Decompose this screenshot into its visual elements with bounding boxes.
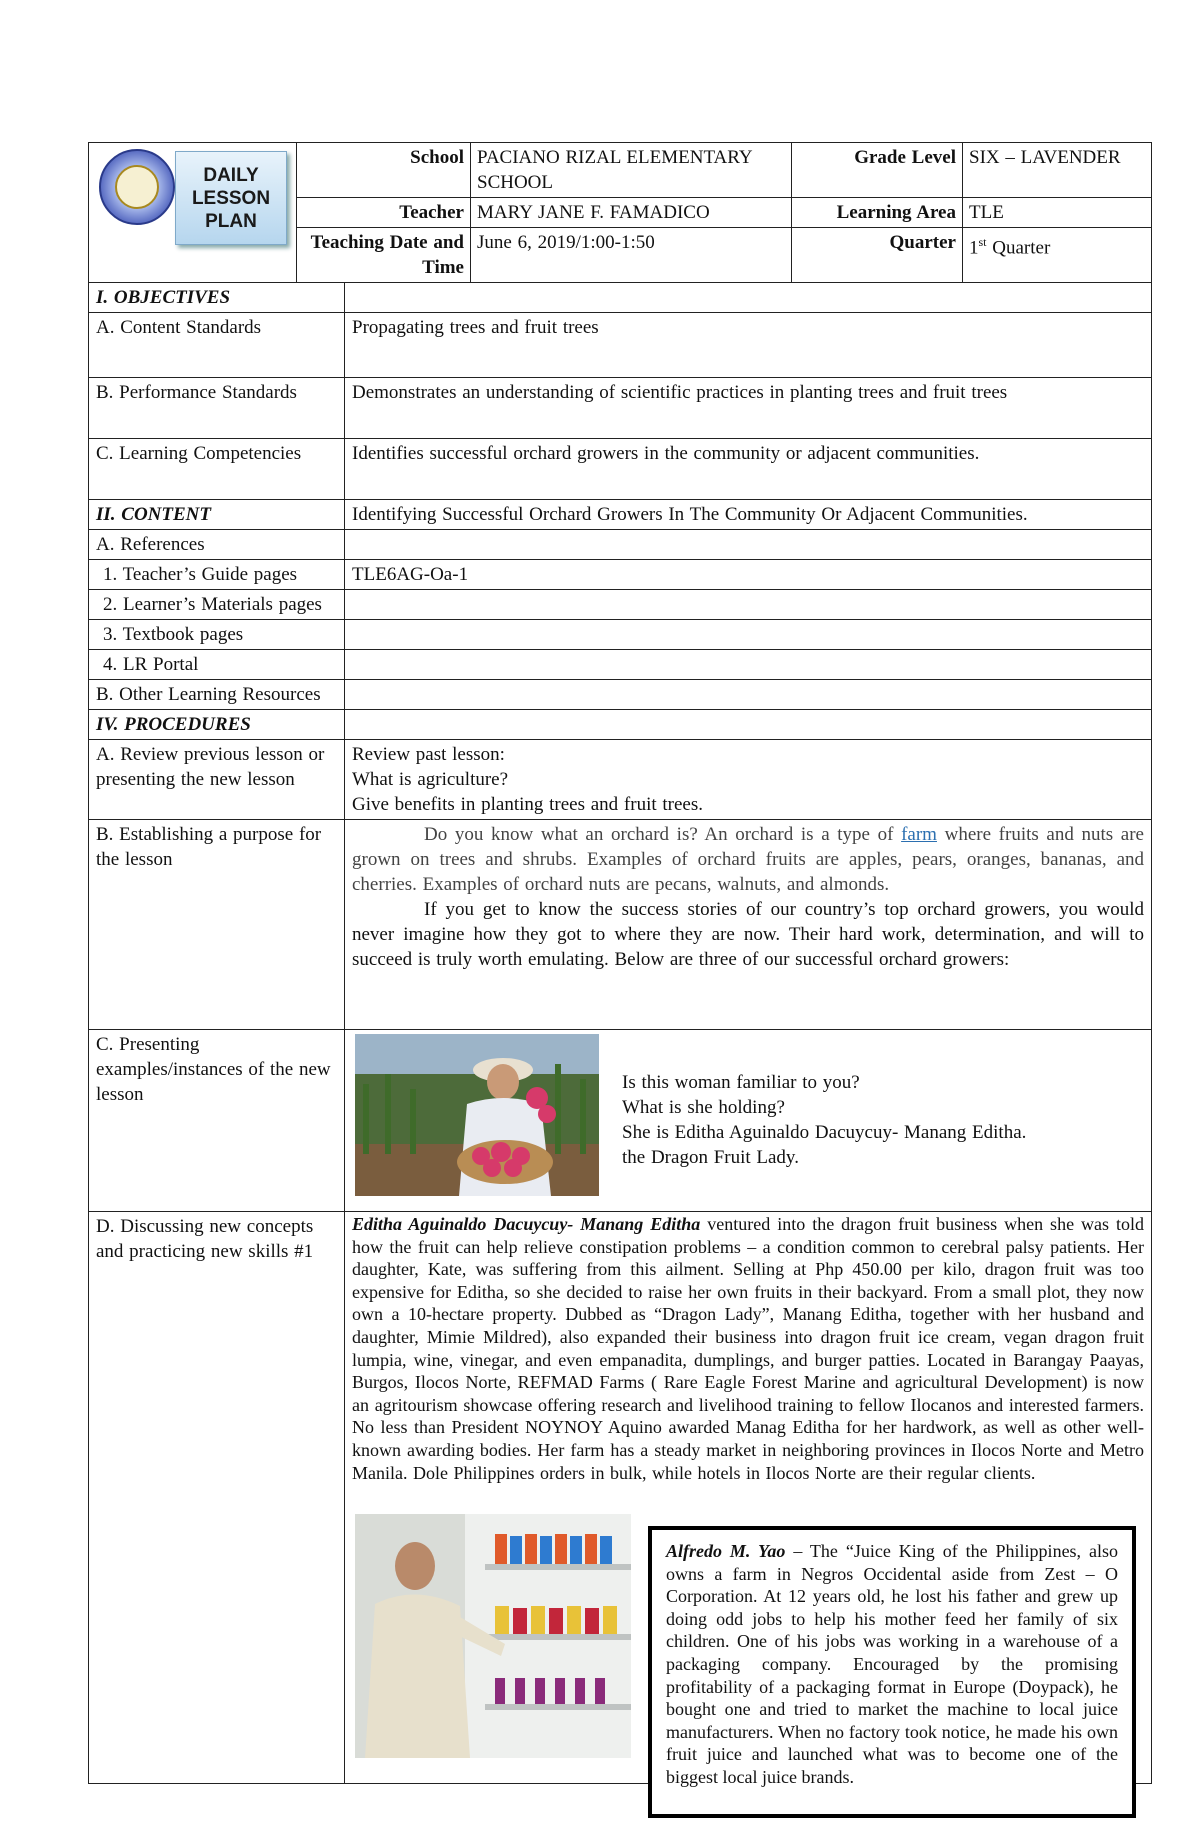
grade-level-value: SIX – LAVENDER (963, 143, 1152, 198)
content-value: Identifying Successful Orchard Growers In The Community Or Adjacent Communities. (345, 500, 1152, 530)
growers-paragraph: If you get to know the success stories of our country’s top orchard growers, you would never imagine how they got to where they are now. Their hard work, determination, and will to succeed is truly worth emulating. Below are three of our successful orchard growers: (352, 899, 1144, 970)
procedures-heading: IV. PROCEDURES (89, 710, 345, 740)
teachers-guide-value: TLE6AG-Oa-1 (345, 560, 1152, 590)
teacher-value: MARY JANE F. FAMADICO (471, 198, 792, 228)
quarter-value: 1st Quarter (963, 228, 1152, 283)
learning-competencies-value: Identifies successful orchard growers in the community or adjacent communities. (345, 439, 1152, 500)
deped-seal-icon (99, 149, 175, 225)
orchard-paragraph: Do you know what an orchard is? An orchard is a type of farm where fruits and nuts are grown on trees and shrubs. Examples of orchard fruits are apples, pears, oranges, bananas, and cherries. Examples of orchard nuts are pecans, walnuts, and almonds. (352, 824, 1144, 895)
discussing-label: D. Discussing new concepts and practicing new skills #1 (89, 1212, 345, 1784)
logo-cell (89, 143, 297, 283)
objectives-heading: I. OBJECTIVES (89, 283, 345, 313)
performance-standards-label: B. Performance Standards (89, 378, 345, 439)
dragon-fruit-photo (355, 1034, 599, 1196)
teachers-guide-label: 1. Teacher’s Guide pages (89, 560, 345, 590)
editha-paragraph: Editha Aguinaldo Dacuycuy- Manang Editha ventured into the dragon fruit business when she was told how the fruit can help relieve constipation problems – a condition common to cerebral palsy patients. Her daughter, Kate, was suffering from this ailment. Selling at Php 450.00 per kilo, dragon fruit was too expensive for Editha, so she decided to raise her own fruits in their backyard. From a small plot, they now own a 10-hectare property. Dubbed as “Dragon Lady”, Manang Editha, together with her husband and daughter, Mimie Mildred), also expanded their business into dragon fruit ice cream, vegan dragon fruit lumpia, wine, vinegar, and even empanadita, dumplings, and burger patties. Located in Barangay Paayas, Burgos, Ilocos Norte, REFMAD Farms ( Rare Eagle Forest Marine and agricultural Development) is now an agritourism showcase offering research and livelihood training to fellow Ilocanos and interested farmers. No less than President NOYNOY Aquino awarded Manag Editha for her hardwork, as well as other well- known awarding bodies. Her farm has a steady market in neighboring provinces in Ilocos Norte and Metro Manila. Dole Philippines orders in bulk, while hotels in Ilocos Norte are their regular clients. (352, 1214, 1144, 1483)
review-label: A. Review previous lesson or presenting the new lesson (89, 740, 345, 820)
school-value: PACIANO RIZAL ELEMENTARY SCHOOL (471, 143, 792, 198)
textbook-pages-label: 3. Textbook pages (89, 620, 345, 650)
learning-area-value: TLE (963, 198, 1152, 228)
grade-level-label: Grade Level (792, 143, 963, 198)
learning-area-label: Learning Area (792, 198, 963, 228)
quarter-label: Quarter (792, 228, 963, 283)
learners-materials-label: 2. Learner’s Materials pages (89, 590, 345, 620)
teaching-date-label: Teaching Date and Time (297, 228, 471, 283)
content-standards-label: A. Content Standards (89, 313, 345, 378)
teacher-label: Teacher (297, 198, 471, 228)
presenting-value (345, 1030, 1152, 1212)
content-heading: II. CONTENT (89, 500, 345, 530)
farm-link[interactable]: farm (901, 824, 937, 845)
review-value: Review past lesson: What is agriculture? Give benefits in planting trees and fruit trees. (345, 740, 1152, 820)
performance-standards-value: Demonstrates an understanding of scientific practices in planting trees and fruit trees (345, 378, 1152, 439)
other-resources-label: B. Other Learning Resources (89, 680, 345, 710)
learning-competencies-label: C. Learning Competencies (89, 439, 345, 500)
school-label: School (297, 143, 471, 198)
references-label: A. References (89, 530, 345, 560)
lr-portal-label: 4. LR Portal (89, 650, 345, 680)
presenting-label: C. Presenting examples/instances of the new lesson (89, 1030, 345, 1212)
presenting-questions: Is this woman familiar to you? What is she holding? She is Editha Aguinaldo Dacuycuy- Manang Editha. the Dragon Fruit Lady. (622, 1072, 1027, 1168)
header-table (88, 142, 1152, 283)
purpose-label: B. Establishing a purpose for the lesson (89, 820, 345, 1030)
content-standards-value: Propagating trees and fruit trees (345, 313, 1152, 378)
teaching-date-value: June 6, 2019/1:00-1:50 (471, 228, 792, 283)
purpose-value (345, 820, 1152, 1030)
alfredo-yao-textbox: Alfredo M. Yao – The “Juice King of the Philippines, also owns a farm in Negros Occidental aside from Zest – O Corporation. At 12 years old, he lost his father and grew up doing odd jobs to help his mother feed her family of six children. One of his jobs was working in a warehouse of a packaging company. Encouraged by the promising profitability of a packaging format in Europe (Doypack), he bought one and tried to market the machine to local juice manufacturers. When no factory took notice, he made his own fruit juice and launched what was to become one of the biggest local juice brands. (648, 1526, 1136, 1818)
daily-lesson-plan-badge: DAILY LESSON PLAN (175, 151, 287, 245)
alfredo-yao-photo (355, 1514, 631, 1758)
